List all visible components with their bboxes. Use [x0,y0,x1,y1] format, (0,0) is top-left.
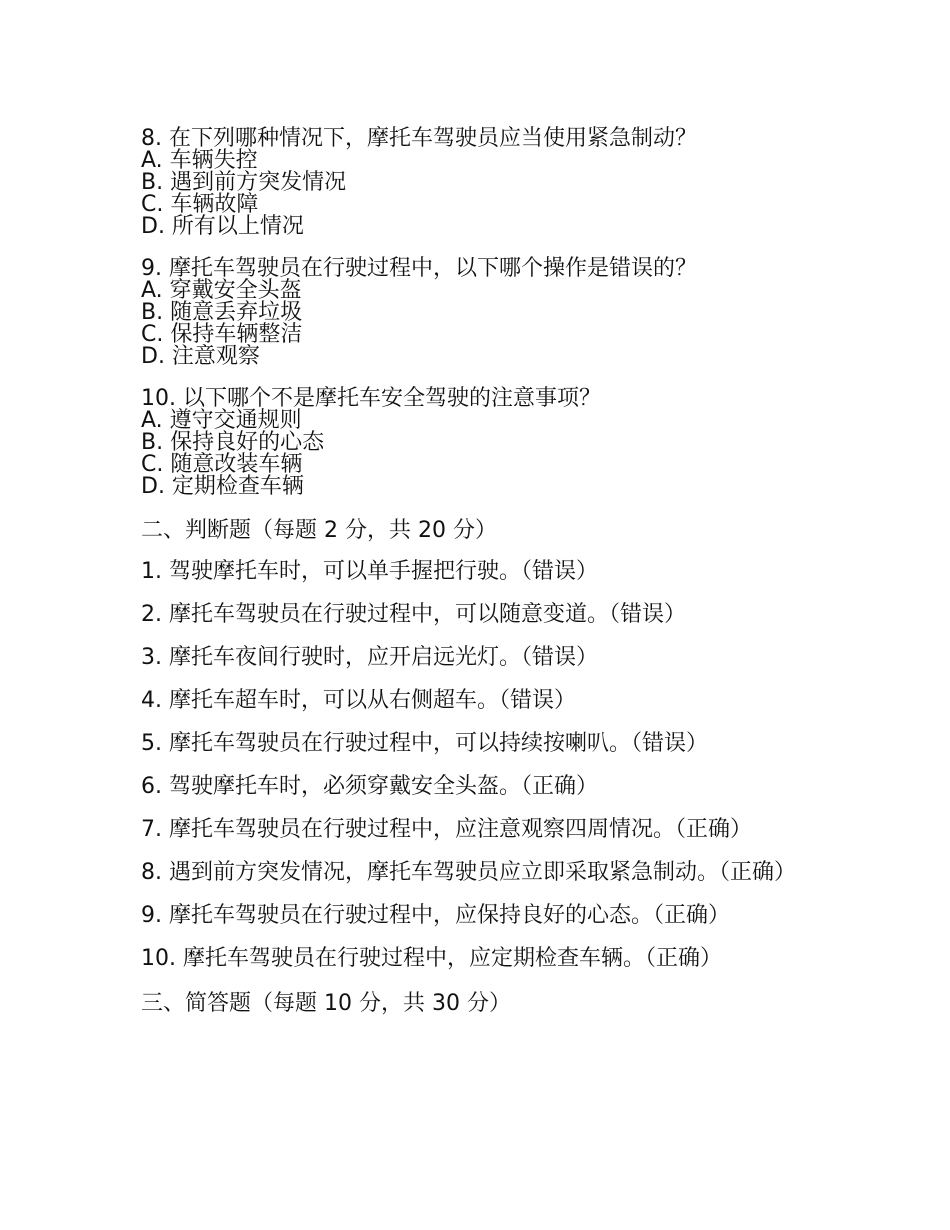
option-d: D. 定期检查车辆 [141,474,304,499]
question-title: 9. 摩托车驾驶员在行驶过程中，以下哪个操作是错误的？ [141,256,697,281]
true-false-item: 10. 摩托车驾驶员在行驶过程中，应定期检查车辆。（正确） [141,946,722,971]
question-10 [141,388,801,498]
option-a: A. 穿戴安全头盔 [141,278,302,303]
question-title: 10. 以下哪个不是摩托车安全驾驶的注意事项？ [141,386,601,411]
option-d: D. 注意观察 [141,344,260,369]
option-c: C. 随意改装车辆 [141,452,303,477]
option-b: B. 保持良好的心态 [141,430,325,455]
option-a: A. 车辆失控 [141,148,258,173]
true-false-item: 4. 摩托车超车时，可以从右侧超车。（错误） [141,688,576,713]
true-false-item: 9. 摩托车驾驶员在行驶过程中，应保持良好的心态。（正确） [141,903,730,928]
option-c: C. 保持车辆整洁 [141,322,303,347]
true-false-section [141,518,801,970]
true-false-item: 6. 驾驶摩托车时，必须穿戴安全头盔。（正确） [141,774,598,799]
option-d: D. 所有以上情况 [141,214,304,239]
section-heading: 二、判断题（每题 2 分，共 20 分） [141,518,497,543]
true-false-item: 8. 遇到前方突发情况，摩托车驾驶员应立即采取紧急制动。（正确） [141,860,796,885]
option-b: B. 遇到前方突发情况 [141,170,347,195]
option-c: C. 车辆故障 [141,192,259,217]
true-false-item: 5. 摩托车驾驶员在行驶过程中，可以持续按喇叭。（错误） [141,731,708,756]
question-8 [141,128,801,238]
true-false-item: 7. 摩托车驾驶员在行驶过程中，应注意观察四周情况。（正确） [141,817,752,842]
true-false-item: 1. 驾驶摩托车时，可以单手握把行驶。（错误） [141,559,598,584]
true-false-item: 2. 摩托车驾驶员在行驶过程中，可以随意变道。（错误） [141,602,686,627]
option-b: B. 随意丢弃垃圾 [141,300,303,325]
page-content [141,128,801,1034]
true-false-item: 3. 摩托车夜间行驶时，应开启远光灯。（错误） [141,645,598,670]
question-9 [141,258,801,368]
section-heading: 三、简答题（每题 10 分，共 30 分） [141,991,511,1016]
question-title: 8. 在下列哪种情况下，摩托车驾驶员应当使用紧急制动？ [141,126,697,151]
option-a: A. 遵守交通规则 [141,408,302,433]
